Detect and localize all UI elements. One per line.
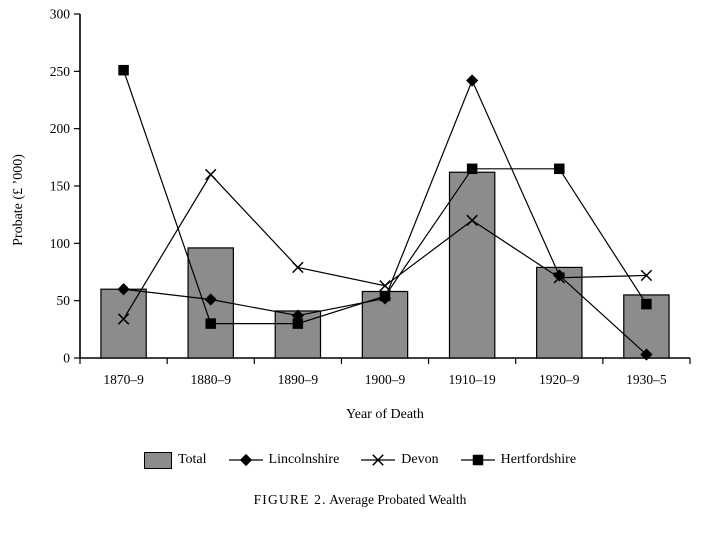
y-tick-label: 300 — [49, 6, 70, 22]
x-tick-label: 1890–9 — [277, 372, 319, 387]
bar-series-total — [101, 172, 669, 358]
legend-label: Hertfordshire — [500, 452, 577, 467]
marker-square — [468, 164, 477, 173]
y-axis-title — [11, 154, 26, 246]
y-tick-label: 0 — [63, 350, 70, 366]
marker-square — [555, 164, 564, 173]
y-tick-label: 50 — [56, 293, 70, 309]
marker-diamond — [467, 75, 477, 85]
figure-caption — [0, 492, 720, 508]
x-tick-label: 1920–9 — [539, 372, 580, 387]
legend-label: Devon — [401, 452, 439, 467]
legend-marker-square-icon — [461, 454, 495, 466]
marker-square — [206, 319, 215, 328]
x-tick-label: 1930–5 — [626, 372, 667, 387]
bar — [101, 289, 146, 358]
legend-item — [461, 452, 576, 468]
x-axis-ticks — [80, 358, 690, 387]
x-tick-label: 1910–19 — [448, 372, 496, 387]
legend-item — [361, 452, 438, 468]
y-tick-label: 250 — [49, 63, 70, 79]
y-tick-label: 100 — [49, 235, 70, 251]
marker-square — [380, 291, 389, 300]
legend-label: Lincolnshire — [268, 452, 340, 467]
marker-square — [642, 300, 651, 309]
marker-square — [293, 319, 302, 328]
figure-caption-label: FIGURE 2. — [253, 492, 327, 507]
x-tick-label: 1870–9 — [103, 372, 144, 387]
x-tick-label: 1880–9 — [190, 372, 231, 387]
y-axis-title-text: Probate (£ ’000) — [11, 154, 26, 246]
marker-square — [119, 66, 128, 75]
chart-legend — [0, 440, 720, 480]
y-axis-ticks — [50, 7, 80, 366]
y-tick-label: 150 — [49, 178, 70, 194]
legend-swatch-icon — [144, 452, 172, 469]
y-tick-label: 200 — [49, 121, 70, 137]
figure-caption-text: Average Probated Wealth — [329, 492, 467, 507]
x-tick-label: 1900–9 — [364, 372, 406, 387]
bar — [449, 172, 494, 358]
x-axis-title-text: Year of Death — [346, 407, 424, 422]
legend-marker-x-icon — [361, 454, 395, 466]
legend-marker-diamond-icon — [229, 454, 263, 466]
legend-item — [229, 452, 340, 468]
legend-item — [144, 452, 207, 469]
legend-label: Total — [177, 452, 207, 467]
